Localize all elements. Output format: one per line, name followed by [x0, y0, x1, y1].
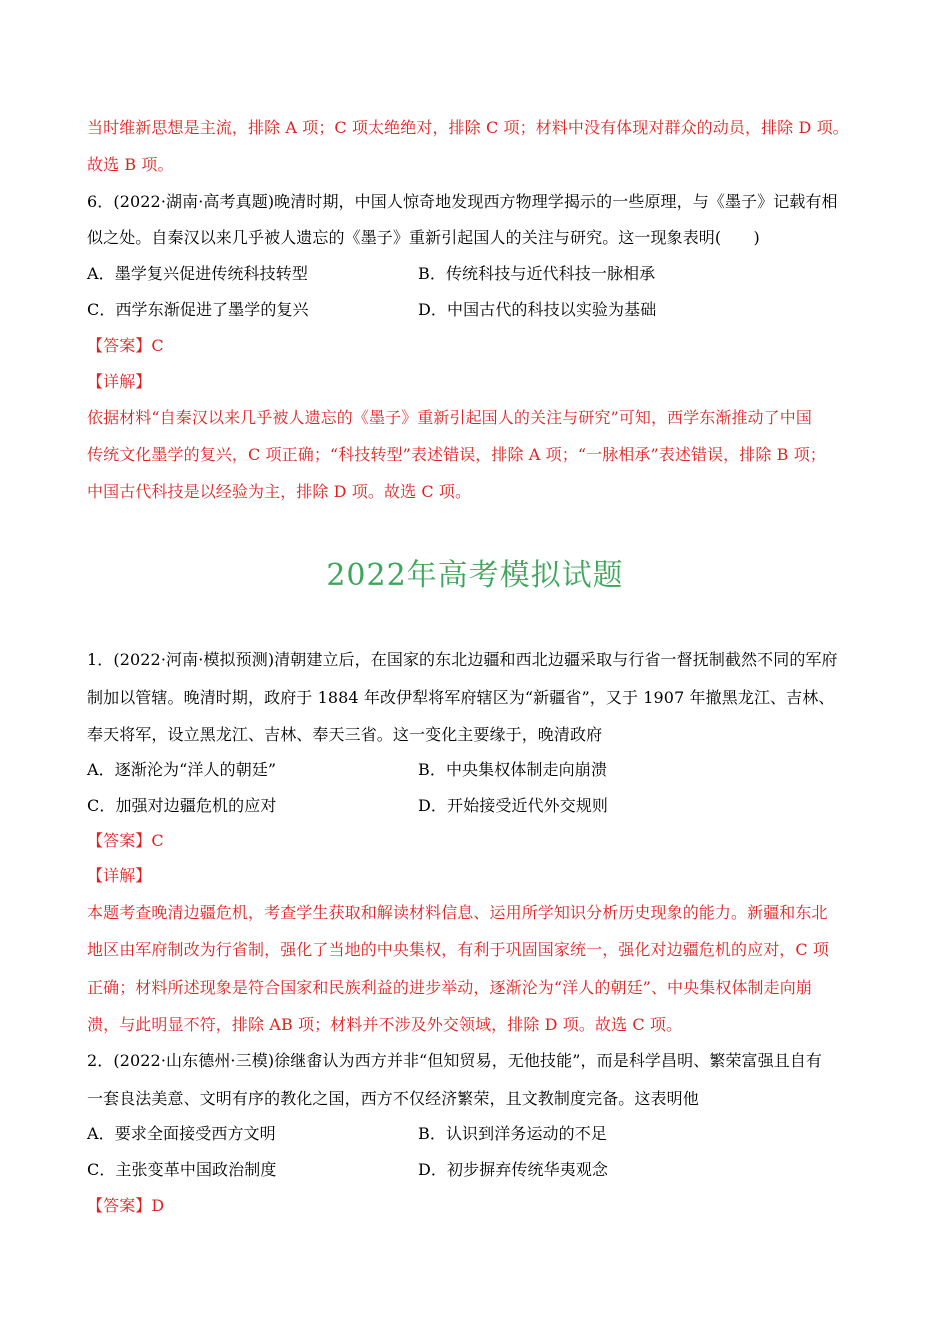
m1-detail-line-2: 地区由军府制改为行省制，强化了当地的中央集权，有利于巩固国家统一，强化对边疆危机的应对，C 项 — [87, 940, 830, 959]
m1-stem-line-1: 1．(2022·河南·模拟预测)清朝建立后，在国家的东北边疆和西北边疆采取与行省一督抚制截然不同的军府 — [87, 650, 838, 669]
q6-option-d: D．中国古代的科技以实验为基础 — [418, 300, 657, 319]
m1-detail-line-1: 本题考查晚清边疆危机，考查学生获取和解读材料信息、运用所学知识分析历史现象的能力。新疆和东北 — [87, 903, 828, 922]
q6-stem-line-1: 6．(2022·湖南·高考真题)晚清时期，中国人惊奇地发现西方物理学揭示的一些原理，与《墨子》记载有相 — [87, 192, 838, 211]
m1-option-b: B．中央集权体制走向崩溃 — [418, 760, 607, 779]
m2-answer: 【答案】D — [87, 1196, 165, 1215]
m2-option-b: B．认识到洋务运动的不足 — [418, 1124, 607, 1143]
q6-option-b: B．传统科技与近代科技一脉相承 — [418, 264, 656, 283]
section-title: 2022年高考模拟试题 — [326, 558, 624, 593]
q6-detail-label: 【详解】 — [87, 372, 152, 391]
m1-answer: 【答案】C — [87, 831, 164, 850]
q6-detail-line-2: 传统文化墨学的复兴，C 项正确；“科技转型”表述错误，排除 A 项；“一脉相承”表述错误，排除 B 项； — [87, 445, 826, 464]
q6-answer: 【答案】C — [87, 336, 164, 355]
m1-option-d: D．开始接受近代外交规则 — [418, 796, 609, 815]
m1-option-a: A．逐渐沦为“洋人的朝廷” — [87, 760, 277, 779]
q6-option-c: C．西学东渐促进了墨学的复兴 — [87, 300, 309, 319]
prev-explanation-line-2: 故选 B 项。 — [87, 155, 174, 174]
q6-detail-line-1: 依据材料“自秦汉以来几乎被人遗忘的《墨子》重新引起国人的关注与研究”可知，西学东渐推动了中国 — [87, 408, 812, 427]
m1-detail-line-3: 正确；材料所述现象是符合国家和民族利益的进步举动，逐渐沦为“洋人的朝廷”、中央集权体制走向崩 — [87, 978, 812, 997]
m1-detail-label: 【详解】 — [87, 866, 152, 885]
m1-stem-line-3: 奉天将军，设立黑龙江、吉林、奉天三省。这一变化主要缘于，晚清政府 — [87, 725, 603, 744]
m2-stem-line-2: 一套良法美意、文明有序的教化之国，西方不仅经济繁荣，且文教制度完备。这表明他 — [87, 1089, 699, 1108]
m2-option-c: C．主张变革中国政治制度 — [87, 1160, 277, 1179]
q6-option-a: A．墨学复兴促进传统科技转型 — [87, 264, 308, 283]
m2-option-d: D．初步摒弃传统华夷观念 — [418, 1160, 609, 1179]
m1-stem-line-2: 制加以管辖。晚清时期，政府于 1884 年改伊犁将军府辖区为“新疆省”，又于 1907 年撤黑龙江、吉林、 — [87, 688, 835, 707]
q6-detail-line-3: 中国古代科技是以经验为主，排除 D 项。故选 C 项。 — [87, 482, 472, 501]
prev-explanation-line-1: 当时维新思想是主流，排除 A 项；C 项太绝绝对，排除 C 项；材料中没有体现对群众的动员，排除 D 项。 — [87, 118, 849, 137]
m2-option-a: A．要求全面接受西方文明 — [87, 1124, 276, 1143]
q6-stem-line-2: 似之处。自秦汉以来几乎被人遗忘的《墨子》重新引起国人的关注与研究。这一现象表明( ) — [87, 228, 760, 247]
m2-stem-line-1: 2．(2022·山东德州·三模)徐继畬认为西方并非“但知贸易，无他技能”，而是科学昌明、繁荣富强且自有 — [87, 1051, 823, 1070]
m1-option-c: C．加强对边疆危机的应对 — [87, 796, 277, 815]
m1-detail-line-4: 溃，与此明显不符，排除 AB 项；材料并不涉及外交领域，排除 D 项。故选 C 项。 — [87, 1015, 683, 1034]
